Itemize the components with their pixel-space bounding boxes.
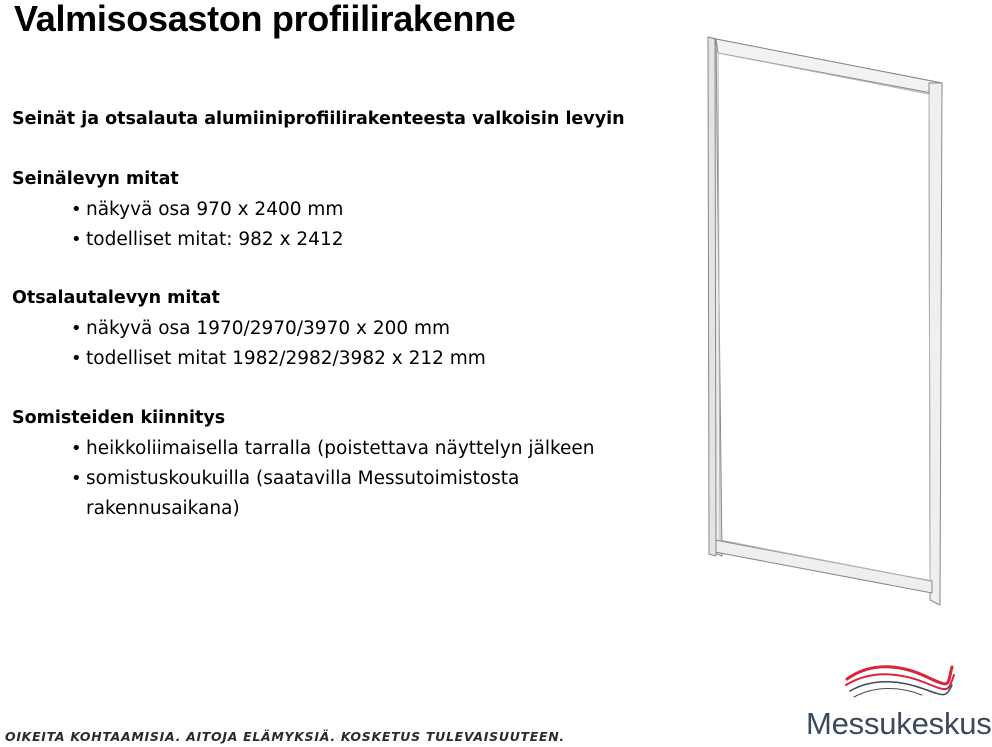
frame-shape xyxy=(708,37,942,605)
messukeskus-logo-icon xyxy=(842,655,957,705)
list-item-text: näkyvä osa 1970/2970/3970 x 200 mm xyxy=(86,318,451,339)
subtitle: Seinät ja otsalauta alumiiniprofiilirakenteesta valkoisin levyin xyxy=(12,109,625,129)
list-item-text: todelliset mitat 1982/2982/3982 x 212 mm xyxy=(86,348,486,369)
list-item-text: todelliset mitat: 982 x 2412 xyxy=(86,229,344,250)
section-heading-wall-panel: Seinälevyn mitat xyxy=(12,169,179,189)
messukeskus-logo-text: Messukeskus xyxy=(806,706,992,741)
list-item xyxy=(72,347,486,371)
list-item-text: näkyvä osa 970 x 2400 mm xyxy=(86,199,344,220)
list-item-continuation: rakennusaikana) xyxy=(86,498,240,519)
list-item xyxy=(72,437,595,461)
list-item-text: somistuskoukuilla (saatavilla Messutoimistosta xyxy=(86,468,520,489)
list-item xyxy=(72,198,343,222)
section-heading-fascia-panel: Otsalautalevyn mitat xyxy=(12,288,220,308)
profile-frame-illustration xyxy=(690,28,960,608)
page-title: Valmisosaston profiilirakenne xyxy=(14,0,516,39)
footer-tagline: OIKEITA KOHTAAMISIA. AITOJA ELÄMYKSIÄ. KOSKETUS TULEVAISUUTEEN. xyxy=(5,729,565,744)
list-item xyxy=(72,467,519,491)
list-item-text: heikkoliimaisella tarralla (poistettava näyttelyn jälkeen xyxy=(86,438,595,459)
section-heading-attachment: Somisteiden kiinnitys xyxy=(12,408,226,428)
list-item xyxy=(72,317,450,341)
list-item xyxy=(72,228,344,252)
